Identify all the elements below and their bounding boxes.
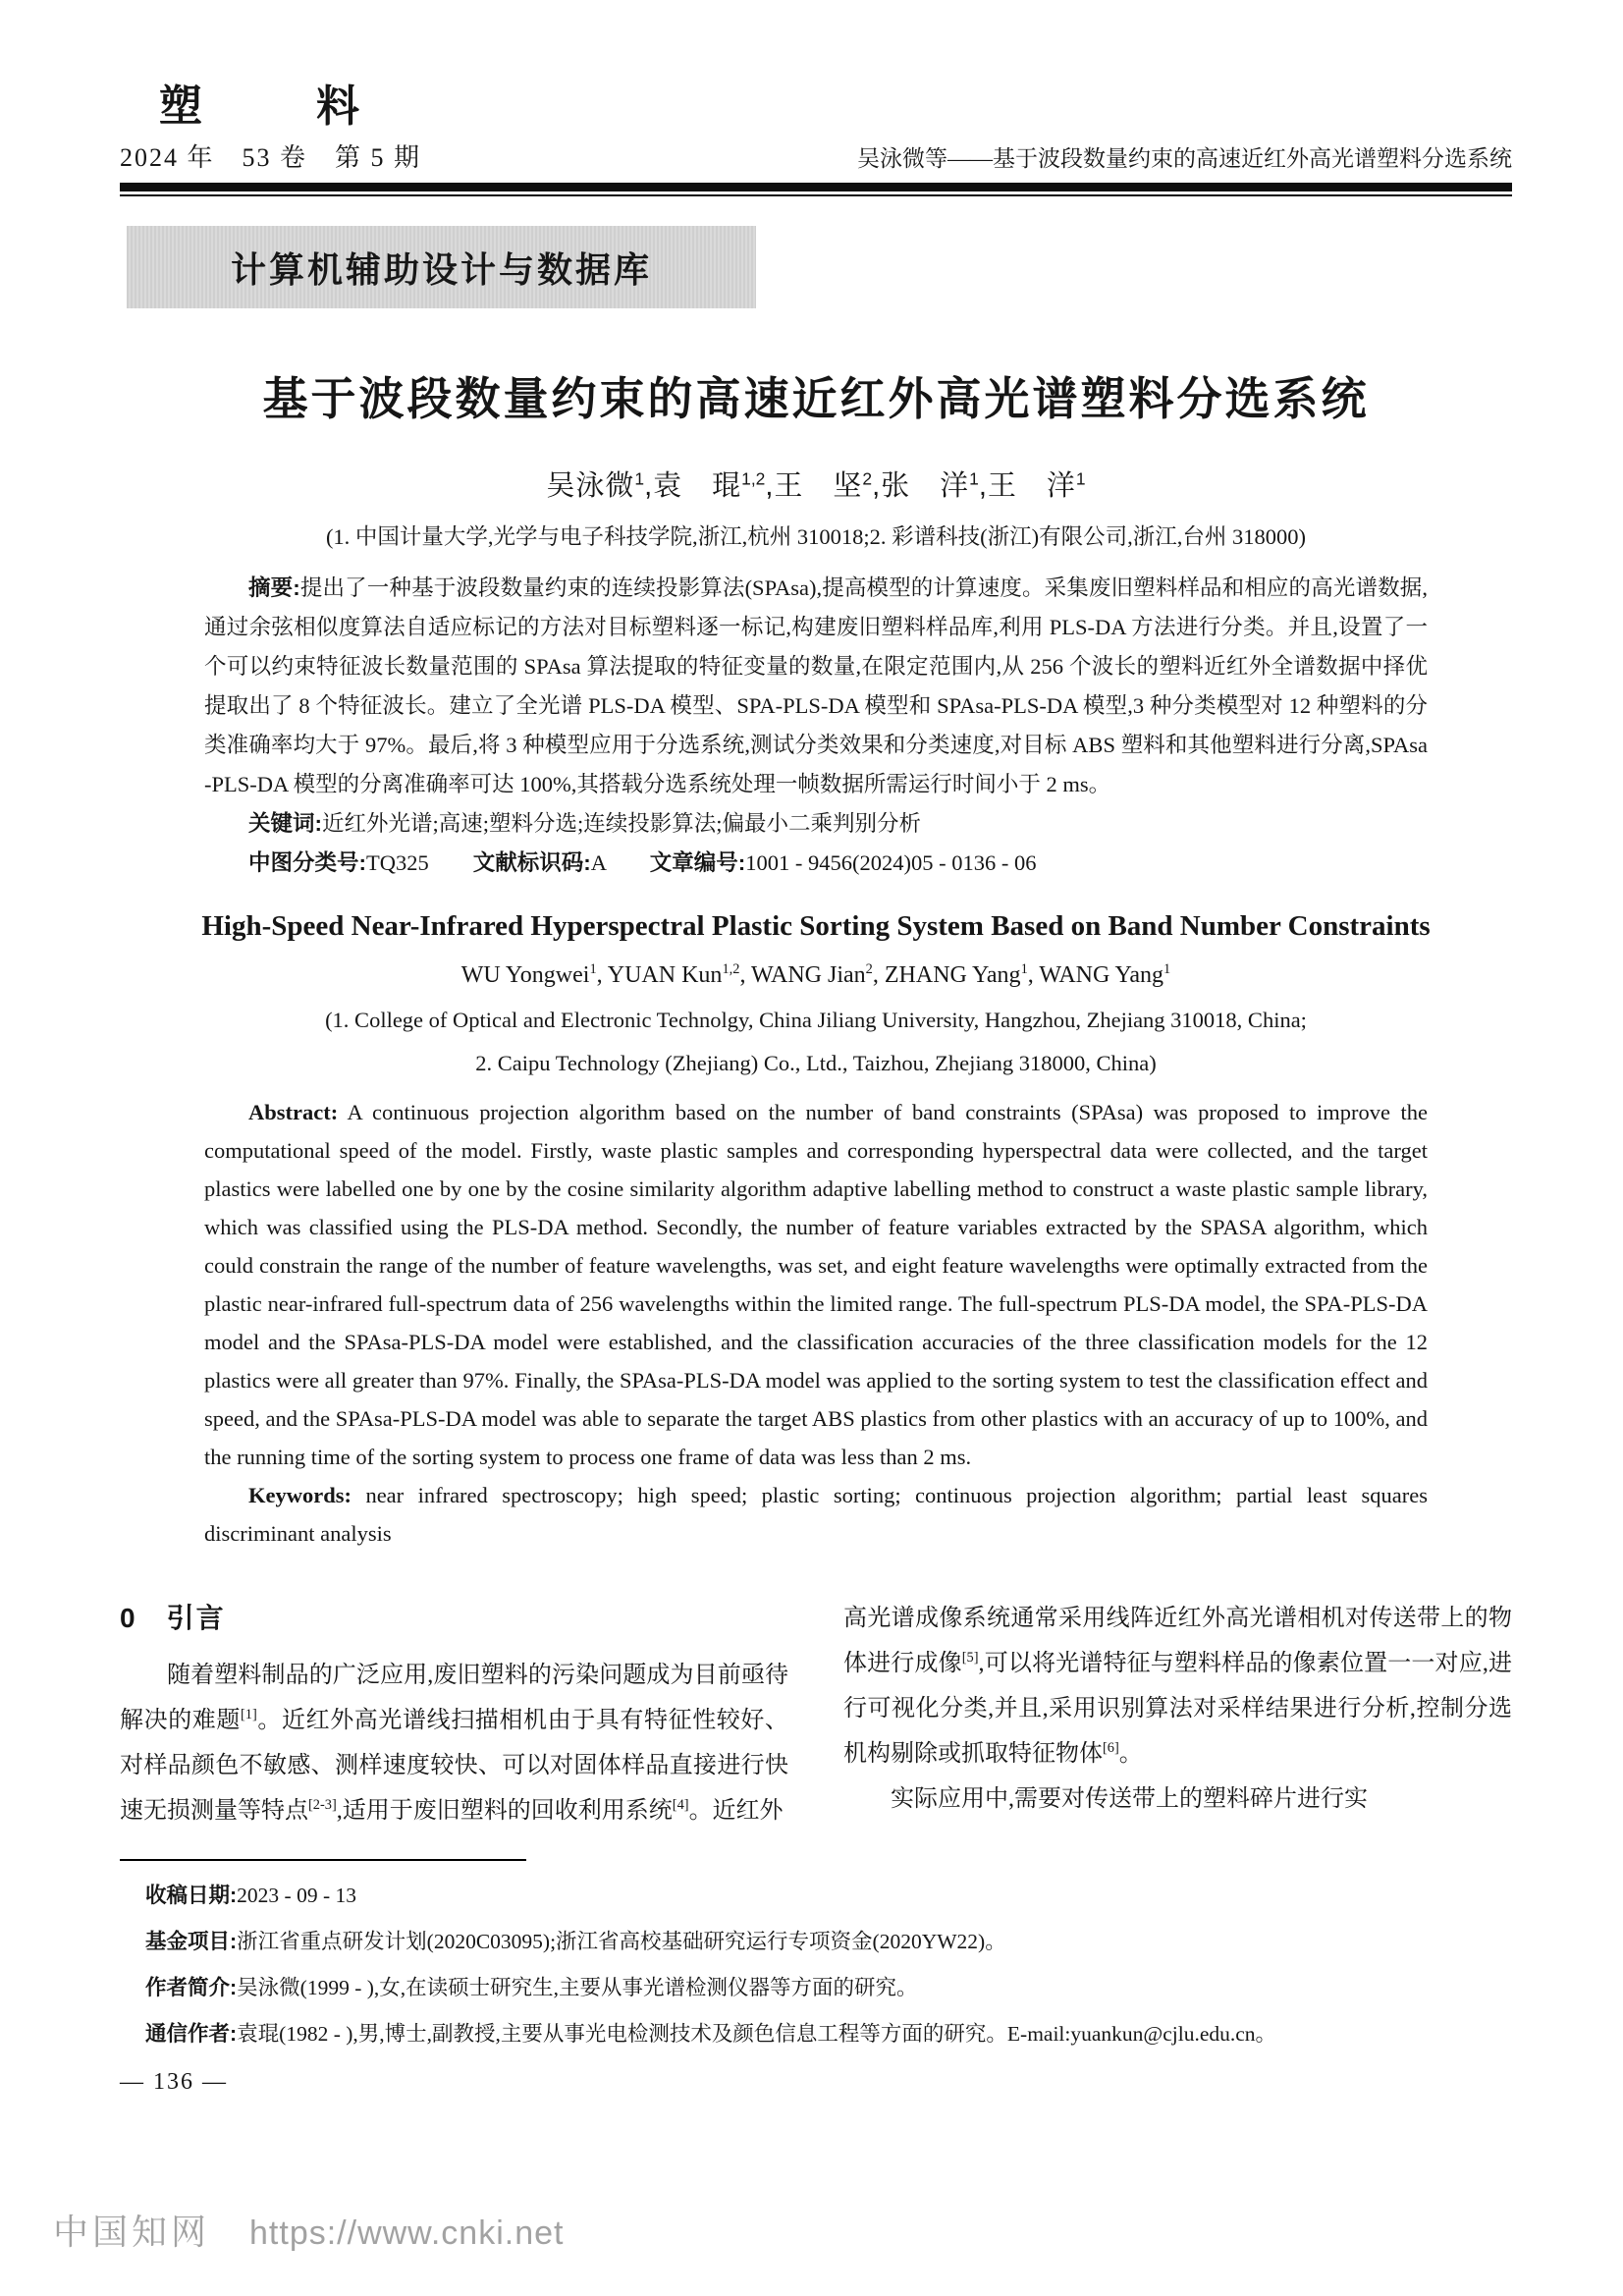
keywords-en-label: Keywords: xyxy=(248,1483,352,1507)
article-id-label: 文章编号: xyxy=(649,850,746,875)
watermark-site-name: 中国知网 xyxy=(53,2213,211,2252)
doc-code-value: A xyxy=(590,850,606,875)
abstract-en xyxy=(204,1093,1428,1476)
article-title-en: High-Speed Near-Infrared Hyperspectral Plastic Sorting System Based on Band Number Constraints xyxy=(201,910,1431,942)
article-title-zh: 基于波段数量约束的高速近红外高光谱塑料分选系统 xyxy=(262,373,1370,424)
article-id-value: 1001 - 9456(2024)05 - 0136 - 06 xyxy=(745,850,1037,875)
keywords-zh-text: 近红外光谱;高速;塑料分选;连续投影算法;偏最小二乘判别分析 xyxy=(322,811,922,836)
footnote-bio-text: 吴泳微(1999 - ),女,在读硕士研究生,主要从事光谱检测仪器等方面的研究。 xyxy=(237,1976,918,1999)
doc-code-label: 文献标识码: xyxy=(472,850,591,875)
page-number: — 136 — xyxy=(120,2069,228,2095)
running-head: 吴泳微等——基于波段数量约束的高速近红外高光谱塑料分选系统 xyxy=(857,146,1512,171)
footnote-bio-label: 作者简介: xyxy=(145,1976,238,1999)
introduction-section xyxy=(120,1596,1512,1833)
keywords-zh xyxy=(204,804,1428,844)
section-label: 计算机辅助设计与数据库 xyxy=(230,248,652,290)
page-header-row xyxy=(120,137,1512,174)
abstract-zh-block xyxy=(204,569,1428,883)
footnotes-block xyxy=(145,1873,1512,2057)
watermark-site-url: https://www.cnki.net xyxy=(249,2214,565,2252)
journal-name: 塑 料 xyxy=(159,82,395,131)
keywords-zh-label: 关键词: xyxy=(248,811,322,836)
abstract-zh-label: 摘要: xyxy=(248,575,300,600)
abstract-en-label: Abstract: xyxy=(248,1100,339,1124)
intro-heading: 0 引言 xyxy=(120,1603,226,1633)
abstract-zh-text: 提出了一种基于波段数量约束的连续投影算法(SPAsa),提高模型的计算速度。采集废旧塑料样品和相应的高光谱数据,通过余弦相似度算法自适应标记的方法对目标塑料逐一标记,构建废旧塑料样品库,利用 PLS-DA 方法进行分类。并且,设置了一个可以约束特征波长数量范围的 SPAsa 算法提取的特征变量的数量,在限定范围内,从 256 个波长的塑料近红外全谱数据中择优提取出了 8 个特征波长。建立了全光谱 PLS-DA 模型、SPA-PLS-DA 模型和 SPAsa-PLS-DA 模型,3 种分类模型对 12 种塑料的分类准确率均大于 97%。最后,将 3 种模型应用于分选系统,测试分类效果和分类速度,对目标 ABS 塑料和其他塑料进行分离,SPAsa-PLS-DA 模型的分离准确率可达 100%,其搭载分选系统处理一帧数据所需运行时间小于 2 ms。 xyxy=(204,575,1428,796)
footnote-corresponding-text: 袁琨(1982 - ),男,博士,副教授,主要从事光电检测技术及颜色信息工程等方面的研究。E-mail:yuankun@cjlu.edu.cn。 xyxy=(237,2022,1277,2046)
intro-paragraph-left: 随着塑料制品的广泛应用,废旧塑料的污染问题成为目前亟待解决的难题[1]。近红外高光谱线扫描相机由于具有特征性较好、对样品颜色不敏感、测样速度较快、可以对固体样品直接进行快速无损测量等特点[2-3],适用于废旧塑料的回收利用系统[4]。近红外 xyxy=(120,1663,789,1824)
intro-paragraph-right-2: 实际应用中,需要对传送带上的塑料碎片进行实 xyxy=(891,1786,1368,1812)
footnote-fund xyxy=(145,1919,1512,1965)
footnote-bio xyxy=(145,1965,1512,2011)
affiliation-zh: (1. 中国计量大学,光学与电子科技学院,浙江,杭州 310018;2. 彩谱科技(浙江)有限公司,浙江,台州 318000) xyxy=(325,524,1307,549)
clc-label: 中图分类号: xyxy=(248,850,366,875)
watermark xyxy=(53,2205,564,2255)
keywords-en-text: near infrared spectroscopy; high speed; plastic sorting; continuous projection algorithm; partial least squares discriminant analysis xyxy=(204,1483,1429,1546)
header-rule-thin xyxy=(120,194,1512,196)
footnote-corresponding-label: 通信作者: xyxy=(145,2022,238,2046)
affiliation-en-1: (1. College of Optical and Electronic Technolgy, China Jiliang University, Hangzhou, Zhejiang 310018, China; xyxy=(325,1008,1307,1032)
footnote-fund-text: 浙江省重点研发计划(2020C03095);浙江省高校基础研究运行专项资金(2020YW22)。 xyxy=(237,1930,1006,1953)
intro-column-right xyxy=(843,1596,1512,1833)
clc-line xyxy=(204,844,1428,883)
affiliation-en-block xyxy=(120,999,1512,1085)
affiliation-en-2: 2. Caipu Technology (Zhejiang) Co., Ltd., Taizhou, Zhejiang 318000, China) xyxy=(475,1051,1157,1075)
footnote-received-text: 2023 - 09 - 13 xyxy=(237,1884,356,1907)
clc-value: TQ325 xyxy=(366,850,429,875)
header-rule-thick xyxy=(120,183,1512,191)
authors-en: WU Yongwei$^1$, YUAN Kun$^{1,2}$, WANG Jian$^2$, ZHANG Yang$^1$, WANG Yang$^1$ xyxy=(460,961,1171,988)
intro-paragraph-right-1: 高光谱成像系统通常采用线阵近红外高光谱相机对传送带上的物体进行成像[5],可以将光谱特征与塑料样品的像素位置一一对应,进行可视化分类,并且,采用识别算法对采样结果进行分析,控制分选机构剔除或抓取特征物体[6]。 xyxy=(843,1606,1513,1767)
footnote-received-label: 收稿日期: xyxy=(145,1884,238,1907)
issue-info: 2024 年 53 卷 第 5 期 xyxy=(120,143,422,172)
abstract-en-text: A continuous projection algorithm based on the number of band constraints (SPAsa) was proposed to improve the computational speed of the model. Firstly, waste plastic samples and corresponding hyperspectral data were collected, and the target plastics were labelled one by one by the cosine similarity algorithm adaptive labelling method to construct a waste plastic sample library, which was classified using the PLS-DA method. Secondly, the number of feature variables extracted by the SPASA algorithm, which could constrain the range of the number of feature wavelengths, was set, and eight feature wavelengths were optimally extracted from the plastic near-infrared full-spectrum data of 256 wavelengths within the limited range. The full-spectrum PLS-DA model, the SPA-PLS-DA model and the SPAsa-PLS-DA model were established, and the classification accuracies of the three classification models for the 12 plastics were all greater than 97%. Finally, the SPAsa-PLS-DA model was applied to the sorting system to test the classification effect and speed, and the SPAsa-PLS-DA model was able to separate the target ABS plastics from other plastics with an accuracy of up to 100%, and the running time of the sorting system to process one frame of data was less than 2 ms. xyxy=(204,1100,1428,1469)
abstract-zh xyxy=(204,569,1428,804)
authors-zh: 吴泳微$^1$,袁 琨$^{1,2}$,王 坚$^2$,张 洋$^1$,王 洋$^1$ xyxy=(546,468,1086,502)
intro-column-left xyxy=(120,1596,788,1833)
keywords-en xyxy=(204,1476,1428,1553)
abstract-en-block xyxy=(204,1093,1428,1553)
footnote-divider xyxy=(120,1859,526,1861)
footnote-received xyxy=(145,1873,1512,1919)
footnote-corresponding xyxy=(145,2011,1512,2057)
section-label-box xyxy=(127,226,756,308)
footnote-fund-label: 基金项目: xyxy=(145,1930,238,1953)
